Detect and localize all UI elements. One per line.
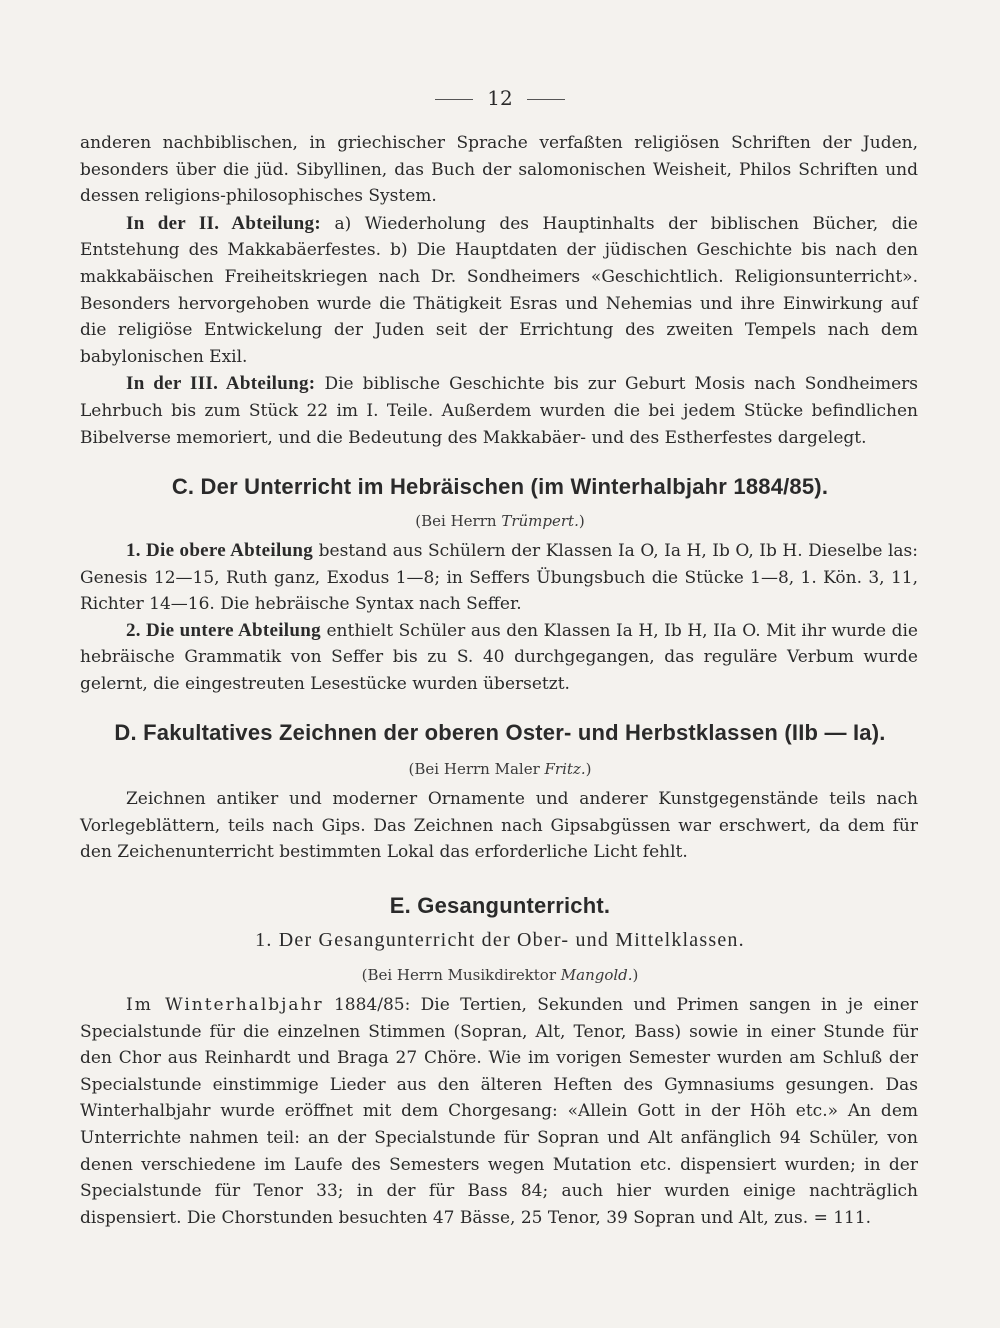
- section-c-heading: C. Der Unterricht im Hebräischen (im Winterhalbjahr 1884/85).: [171, 474, 829, 499]
- section-e-teacher-prefix: (Bei Herrn Musikdirektor: [361, 966, 561, 984]
- section-e-lead: Im Winterhalbjahr: [126, 995, 324, 1015]
- abteilung-2-text: a) Wiederholung des Hauptinhalts der biblischen Bücher, die Entstehung des Makkabäerfestes. b) Die Hauptdaten der jüdischen Geschichte bis nach den makkabäischen Freiheitskriegen nach Dr. Sondheimers «Geschichtlich. Religionsunterricht». Besonders hervorgehoben wurde die Thätigkeit Esras und Nehemias und ihre Einwirkung auf die religiöse Entwickelung der Juden seit der Errichtung des zweiten Tempels nach dem babylonischen Exil.: [80, 213, 918, 367]
- section-c-teacher-name: Trümpert.: [501, 512, 579, 530]
- section-e-teacher: [0, 966, 1000, 984]
- section-e-block: [80, 992, 918, 1231]
- section-d-teacher: [0, 760, 1000, 778]
- section-e-heading: E. Gesangunterricht.: [389, 893, 611, 918]
- abteilung-3-paragraph: [80, 371, 918, 451]
- section-d-teacher-name: Fritz.: [544, 760, 586, 778]
- section-c-item-1-label: 1. Die obere Abteilung: [126, 540, 314, 561]
- section-c-item-2: [80, 618, 918, 698]
- page-number: [0, 86, 1000, 110]
- section-c-teacher: [0, 512, 1000, 530]
- section-c-block: [80, 538, 918, 698]
- section-d-text: Zeichnen antiker und moderner Ornamente und anderer Kunstgegenstände teils nach Vorlegeblättern, teils nach Gips. Das Zeichnen nach Gipsabgüssen war erschwert, da dem für den Zeichenunterricht bestimmten Lokal das erforderliche Licht fehlt.: [80, 789, 918, 863]
- section-d-heading: D. Fakultatives Zeichnen der oberen Oster- und Herbstklassen (IIb — Ia).: [114, 720, 886, 745]
- section-d-block: [80, 786, 918, 866]
- page-number-text: 12: [487, 86, 513, 110]
- page-number-dash-right: [527, 99, 565, 100]
- abteilung-2-label: In der II. Abteilung:: [126, 212, 321, 234]
- section-d-teacher-suffix: ): [585, 760, 592, 778]
- section-c-item-2-label: 2. Die untere Abteilung: [126, 619, 321, 641]
- section-e-teacher-name: Mangold.: [560, 966, 633, 984]
- page-number-dash-left: [435, 99, 473, 100]
- section-c-item-2-text: enthielt Schüler aus den Klassen Ia H, Ib H, IIa O. Mit ihr wurde die hebräische Grammatik von Seffer bis zu S. 40 durchgegangen, das reguläre Verbum wurde gelernt, die eingestreuten Lesestücke wurden übersetzt.: [80, 620, 918, 694]
- section-c-item-1: [80, 538, 918, 618]
- abteilung-2-paragraph: [80, 211, 918, 371]
- intro-paragraph: anderen nachbiblischen, in griechischer Sprache verfaßten religiösen Schriften der Juden, besonders über die jüd. Sibyllinen, das Buch der salomonischen Weisheit, Philos Schriften und dessen religions-philosophisches System.: [80, 133, 918, 207]
- section-c-teacher-suffix: ): [578, 512, 585, 530]
- abteilung-3-text: Die biblische Geschichte bis zur Geburt Mosis nach Sondheimers Lehrbuch bis zum Stück 22 im I. Teile. Außerdem wurden die bei jedem Stücke befindlichen Bibelverse memoriert, und die Bedeutung des Makkabäer- und des Estherfestes dargelegt.: [80, 374, 918, 448]
- section-c-item-1-text: bestand aus Schülern der Klassen Ia O, Ia H, Ib O, Ib H. Dieselbe las: Genesis 12—15, Ruth ganz, Exodus 1—8; in Seffers Übungsbuch die Stücke 1—8, 1. Kön. 3, 11, Richter 14—16. Die hebräische Syntax nach Seffer.: [80, 541, 918, 615]
- section-e-body: 1884/85: Die Tertien, Sekunden und Primen sangen in je einer Specialstunde für die einzelnen Stimmen (Sopran, Alt, Tenor, Bass) sowie in einer Stunde für den Chor aus Reinhardt und Braga 27 Chöre. Wie im vorigen Semester wurden am Schluß der Specialstunde einstimmige Lieder aus den älteren Heften des Gymnasiums gesungen. Das Winterhalbjahr wurde eröffnet mit dem Chorgesang: «Allein Gott in der Höh etc.» An dem Unterrichte nahmen teil: an der Specialstunde für Sopran und Alt anfänglich 94 Schüler, von denen verschiedene im Laufe des Semesters wegen Mutation etc. dispensiert wurden; in der Specialstunde für Tenor 33; in der für Bass 84; auch hier wurden einige nachträglich dispensiert. Die Chorstunden besuchten 47 Bässe, 25 Tenor, 39 Sopran und Alt, zus. = 111.: [80, 995, 918, 1228]
- section-e-subheading: 1. Der Gesangunterricht der Ober- und Mittelklassen.: [255, 929, 745, 951]
- section-e-teacher-suffix: ): [632, 966, 639, 984]
- section-d-teacher-prefix: (Bei Herrn Maler: [408, 760, 545, 778]
- abteilung-3-label: In der III. Abteilung:: [126, 373, 316, 395]
- section-c-teacher-prefix: (Bei Herrn: [415, 512, 502, 530]
- section-e-text: [80, 992, 918, 1231]
- religion-block: [80, 130, 918, 451]
